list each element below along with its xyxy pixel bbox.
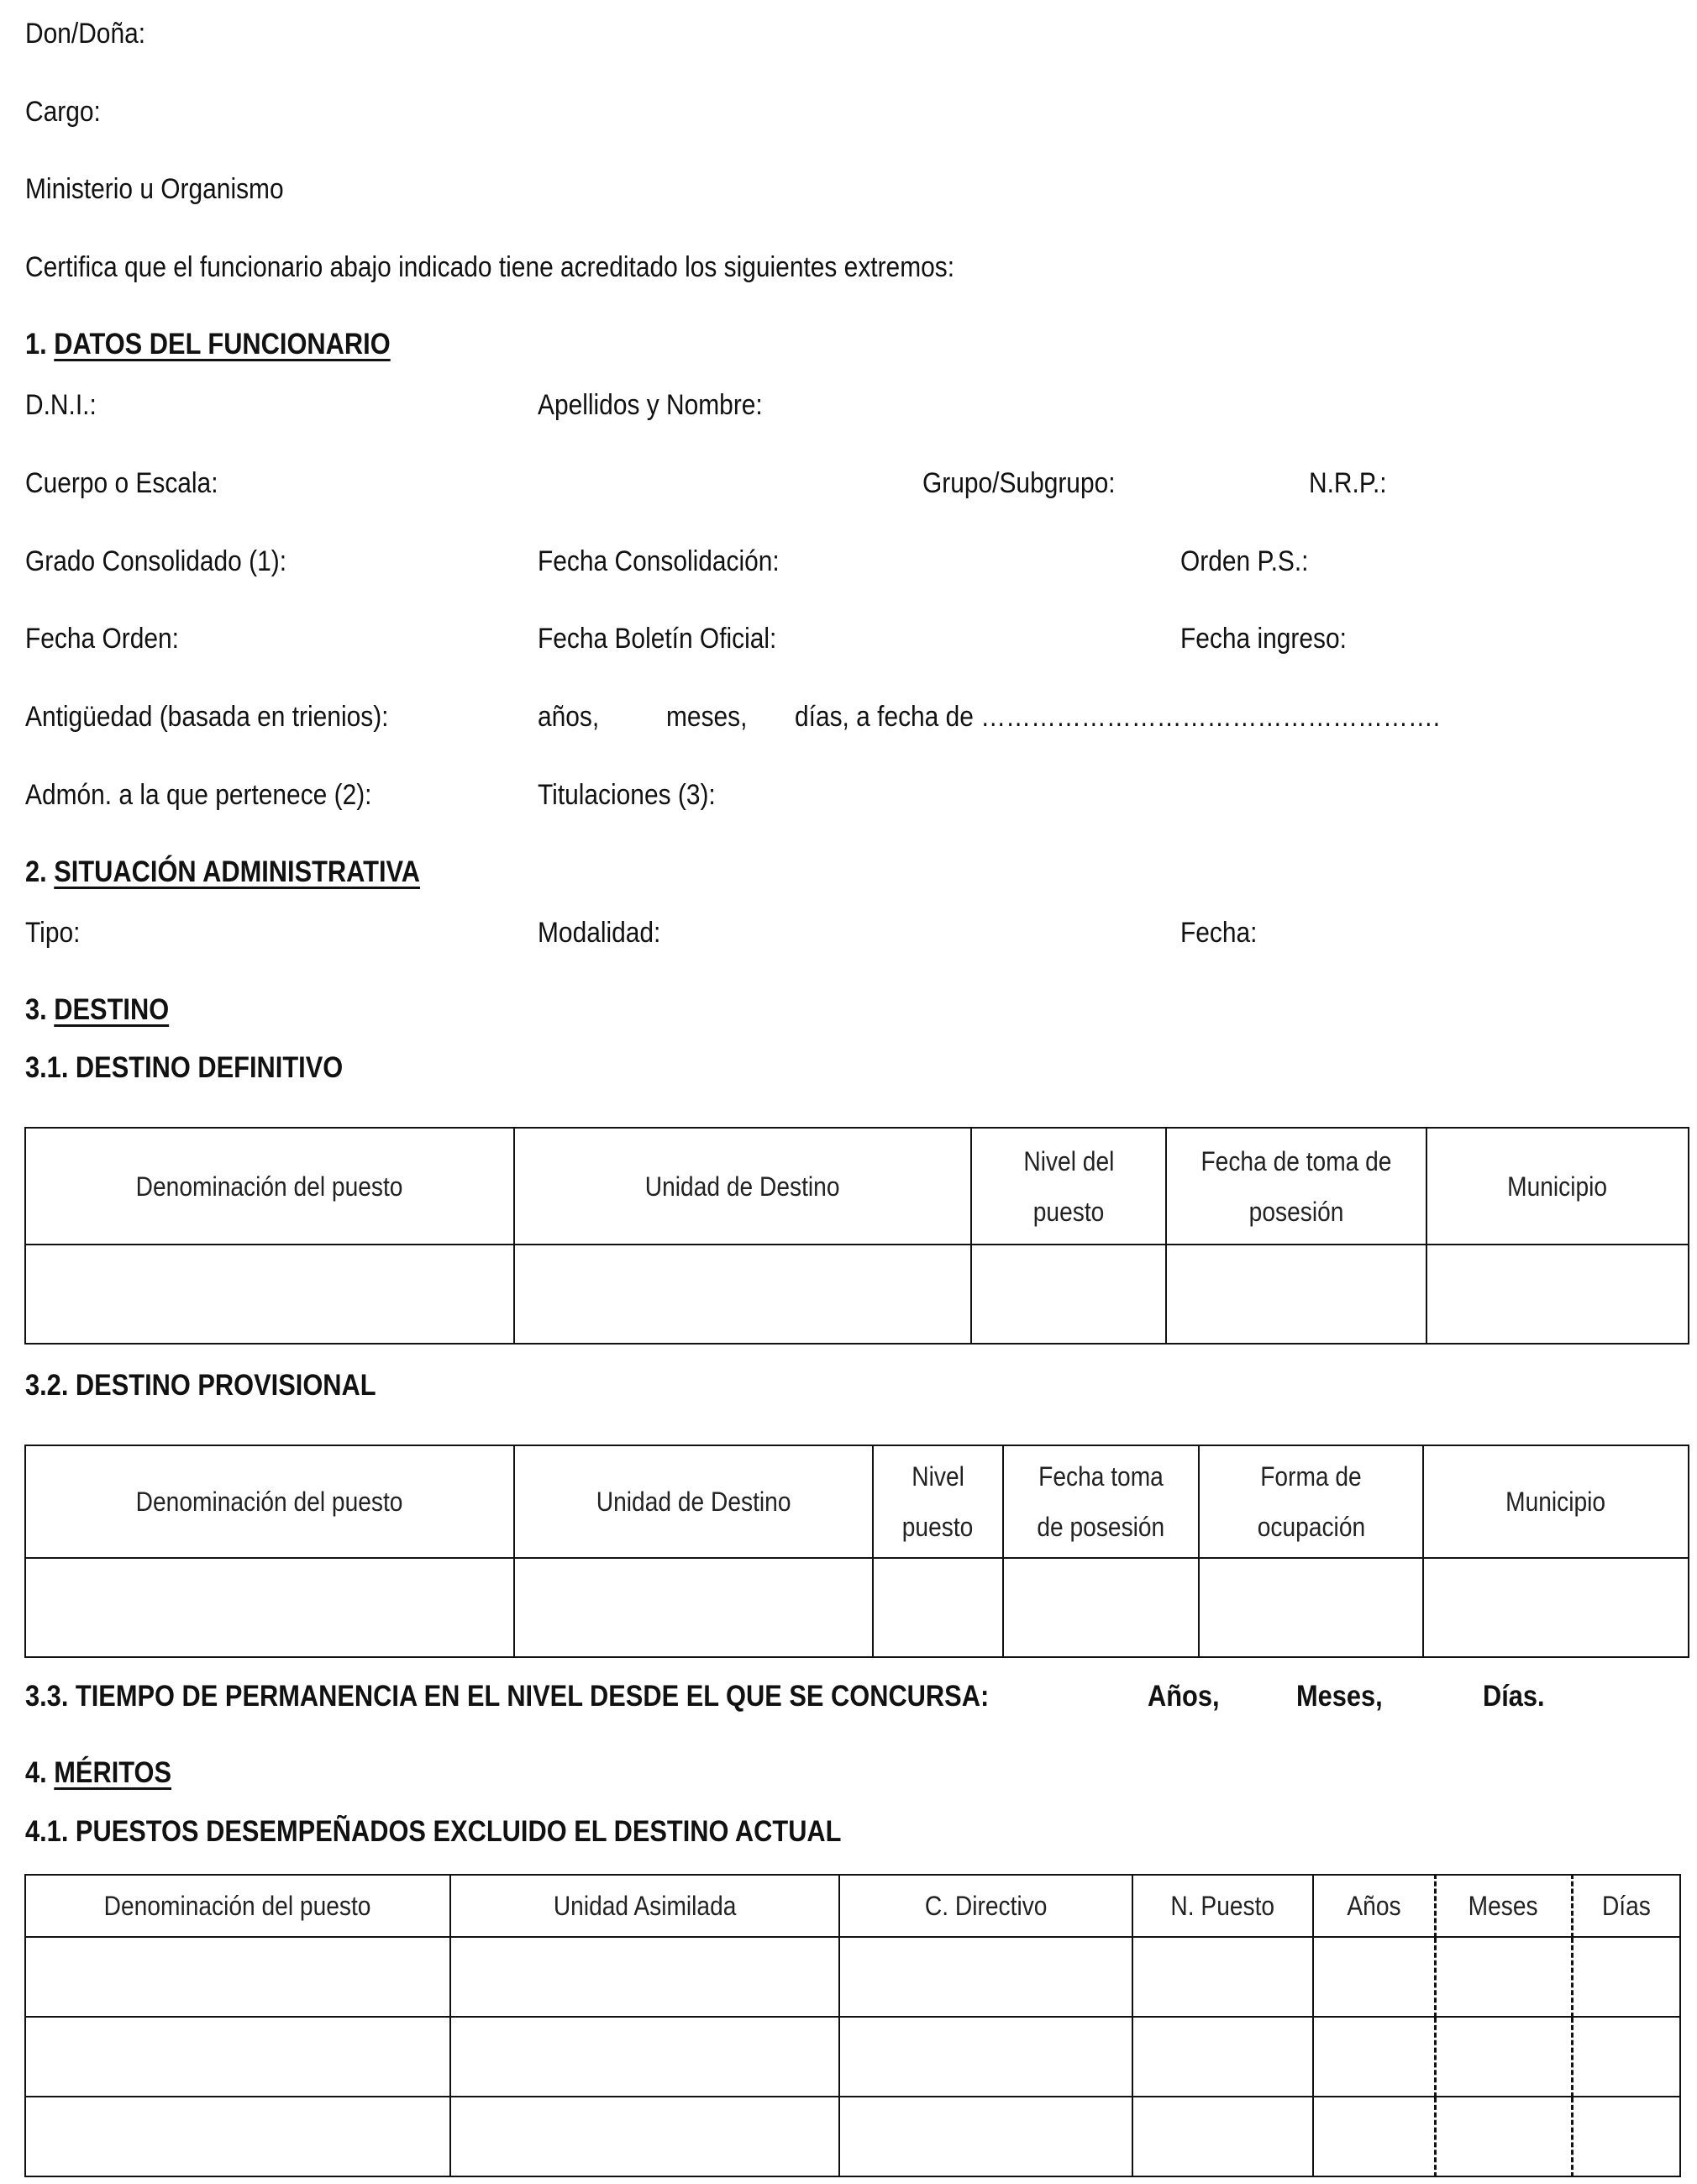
col-unidad-destino: Unidad de Destino xyxy=(514,1128,971,1245)
section-1-number: 1. xyxy=(25,328,47,360)
titulaciones-label: Titulaciones (3): xyxy=(538,779,716,811)
cell-meses[interactable] xyxy=(1435,1937,1572,2017)
section-3-heading xyxy=(25,992,169,1028)
cell-c-directivo[interactable] xyxy=(839,2097,1132,2176)
col-dias: Días xyxy=(1572,1875,1680,1937)
cell-unidad-asimilada[interactable] xyxy=(450,2097,839,2176)
table-row xyxy=(25,2017,1680,2097)
cell-n-puesto[interactable] xyxy=(1132,2017,1313,2097)
col-nivel-puesto: Nivel puesto xyxy=(873,1445,1003,1558)
cell-denominacion[interactable] xyxy=(25,1558,514,1657)
col-denominacion: Denominación del puesto xyxy=(25,1445,514,1558)
puestos-desempenados-table xyxy=(24,1874,1681,2177)
permanencia-meses: Meses, xyxy=(1296,1680,1383,1713)
cell-c-directivo[interactable] xyxy=(839,2017,1132,2097)
cell-dias[interactable] xyxy=(1572,1937,1680,2017)
table-header-row xyxy=(25,1128,1689,1245)
orden-ps-label: Orden P.S.: xyxy=(1180,545,1309,577)
antiguedad-label: Antigüedad (basada en trienios): xyxy=(25,701,389,733)
cell-unidad-asimilada[interactable] xyxy=(450,1937,839,2017)
col-municipio: Municipio xyxy=(1426,1128,1689,1245)
tiempo-permanencia-heading: 3.3. TIEMPO DE PERMANENCIA EN EL NIVEL DESDE EL QUE SE CONCURSA: xyxy=(25,1680,990,1713)
nrp-label: N.R.P.: xyxy=(1309,467,1387,499)
cell-dias[interactable] xyxy=(1572,2097,1680,2176)
col-n-puesto: N. Puesto xyxy=(1132,1875,1313,1937)
apellidos-label: Apellidos y Nombre: xyxy=(538,389,763,421)
section-2-title: SITUACIÓN ADMINISTRATIVA xyxy=(54,855,421,888)
table-header-row xyxy=(25,1445,1689,1558)
cell-nivel-puesto[interactable] xyxy=(873,1558,1003,1657)
antiguedad-anos: años, xyxy=(538,701,600,733)
section-3-number: 3. xyxy=(25,993,47,1026)
cell-forma-ocupacion[interactable] xyxy=(1199,1558,1423,1657)
grado-label: Grado Consolidado (1): xyxy=(25,545,287,577)
puestos-desempenados-heading: 4.1. PUESTOS DESEMPEÑADOS EXCLUIDO EL DESTINO ACTUAL xyxy=(25,1815,842,1848)
section-1-title: DATOS DEL FUNCIONARIO xyxy=(54,328,391,360)
section-3-title: DESTINO xyxy=(54,993,170,1026)
cell-n-puesto[interactable] xyxy=(1132,2097,1313,2176)
cell-nivel-puesto[interactable] xyxy=(971,1245,1166,1344)
destino-provisional-heading: 3.2. DESTINO PROVISIONAL xyxy=(25,1369,376,1402)
cell-fecha-toma-posesion[interactable] xyxy=(1166,1245,1426,1344)
admon-label: Admón. a la que pertenece (2): xyxy=(25,779,372,811)
cell-c-directivo[interactable] xyxy=(839,1937,1132,2017)
cell-denominacion[interactable] xyxy=(25,1937,450,2017)
cell-unidad-destino[interactable] xyxy=(514,1245,971,1344)
table-row xyxy=(25,1245,1689,1344)
col-denominacion: Denominación del puesto xyxy=(25,1128,514,1245)
col-unidad-asimilada: Unidad Asimilada xyxy=(450,1875,839,1937)
fecha-label: Fecha: xyxy=(1180,917,1258,949)
antiguedad-dias-fecha: días, a fecha de ………………………………………………. xyxy=(795,701,1441,733)
dni-label: D.N.I.: xyxy=(25,389,97,421)
permanencia-dias: Días. xyxy=(1483,1680,1545,1713)
destino-definitivo-table xyxy=(24,1127,1689,1345)
cell-anos[interactable] xyxy=(1313,2017,1435,2097)
col-forma-ocupacion: Forma de ocupación xyxy=(1199,1445,1423,1558)
cell-municipio[interactable] xyxy=(1426,1245,1689,1344)
cell-municipio[interactable] xyxy=(1423,1558,1689,1657)
cell-meses[interactable] xyxy=(1435,2017,1572,2097)
section-4-number: 4. xyxy=(25,1756,47,1789)
table-row xyxy=(25,1937,1680,2017)
section-1-heading xyxy=(25,327,391,362)
cargo-label: Cargo: xyxy=(25,96,101,128)
grupo-label: Grupo/Subgrupo: xyxy=(922,467,1116,499)
fecha-orden-label: Fecha Orden: xyxy=(25,623,179,655)
ministerio-label: Ministerio u Organismo xyxy=(25,173,284,205)
col-c-directivo: C. Directivo xyxy=(839,1875,1132,1937)
cell-dias[interactable] xyxy=(1572,2017,1680,2097)
col-municipio: Municipio xyxy=(1423,1445,1689,1558)
col-fecha-toma-posesion: Fecha toma de posesión xyxy=(1003,1445,1199,1558)
antiguedad-meses: meses, xyxy=(666,701,748,733)
table-row xyxy=(25,1558,1689,1657)
col-meses: Meses xyxy=(1435,1875,1572,1937)
certifica-text: Certifica que el funcionario abajo indicado tiene acreditado los siguientes extremos: xyxy=(25,251,955,283)
section-4-title: MÉRITOS xyxy=(54,1756,172,1789)
cell-n-puesto[interactable] xyxy=(1132,1937,1313,2017)
cell-anos[interactable] xyxy=(1313,1937,1435,2017)
fecha-boletin-label: Fecha Boletín Oficial: xyxy=(538,623,777,655)
col-nivel-puesto: Nivel del puesto xyxy=(971,1128,1166,1245)
cell-unidad-destino[interactable] xyxy=(514,1558,873,1657)
col-denominacion: Denominación del puesto xyxy=(25,1875,450,1937)
col-anos: Años xyxy=(1313,1875,1435,1937)
don-dona-label: Don/Doña: xyxy=(25,18,146,50)
col-fecha-toma-posesion: Fecha de toma de posesión xyxy=(1166,1128,1426,1245)
tipo-label: Tipo: xyxy=(25,917,81,949)
table-header-row xyxy=(25,1875,1680,1937)
cell-fecha-toma-posesion[interactable] xyxy=(1003,1558,1199,1657)
fecha-ingreso-label: Fecha ingreso: xyxy=(1180,623,1347,655)
section-2-number: 2. xyxy=(25,855,47,888)
cell-denominacion[interactable] xyxy=(25,2097,450,2176)
cuerpo-label: Cuerpo o Escala: xyxy=(25,467,218,499)
fecha-consolidacion-label: Fecha Consolidación: xyxy=(538,545,780,577)
table-row xyxy=(25,2097,1680,2176)
destino-definitivo-heading: 3.1. DESTINO DEFINITIVO xyxy=(25,1051,344,1084)
section-4-heading xyxy=(25,1755,171,1791)
col-unidad-destino: Unidad de Destino xyxy=(514,1445,873,1558)
cell-denominacion[interactable] xyxy=(25,2017,450,2097)
permanencia-anos: Años, xyxy=(1148,1680,1220,1713)
cell-meses[interactable] xyxy=(1435,2097,1572,2176)
cell-unidad-asimilada[interactable] xyxy=(450,2017,839,2097)
section-2-heading xyxy=(25,855,420,890)
cell-denominacion[interactable] xyxy=(25,1245,514,1344)
destino-provisional-table xyxy=(24,1445,1689,1658)
modalidad-label: Modalidad: xyxy=(538,917,661,949)
cell-anos[interactable] xyxy=(1313,2097,1435,2176)
